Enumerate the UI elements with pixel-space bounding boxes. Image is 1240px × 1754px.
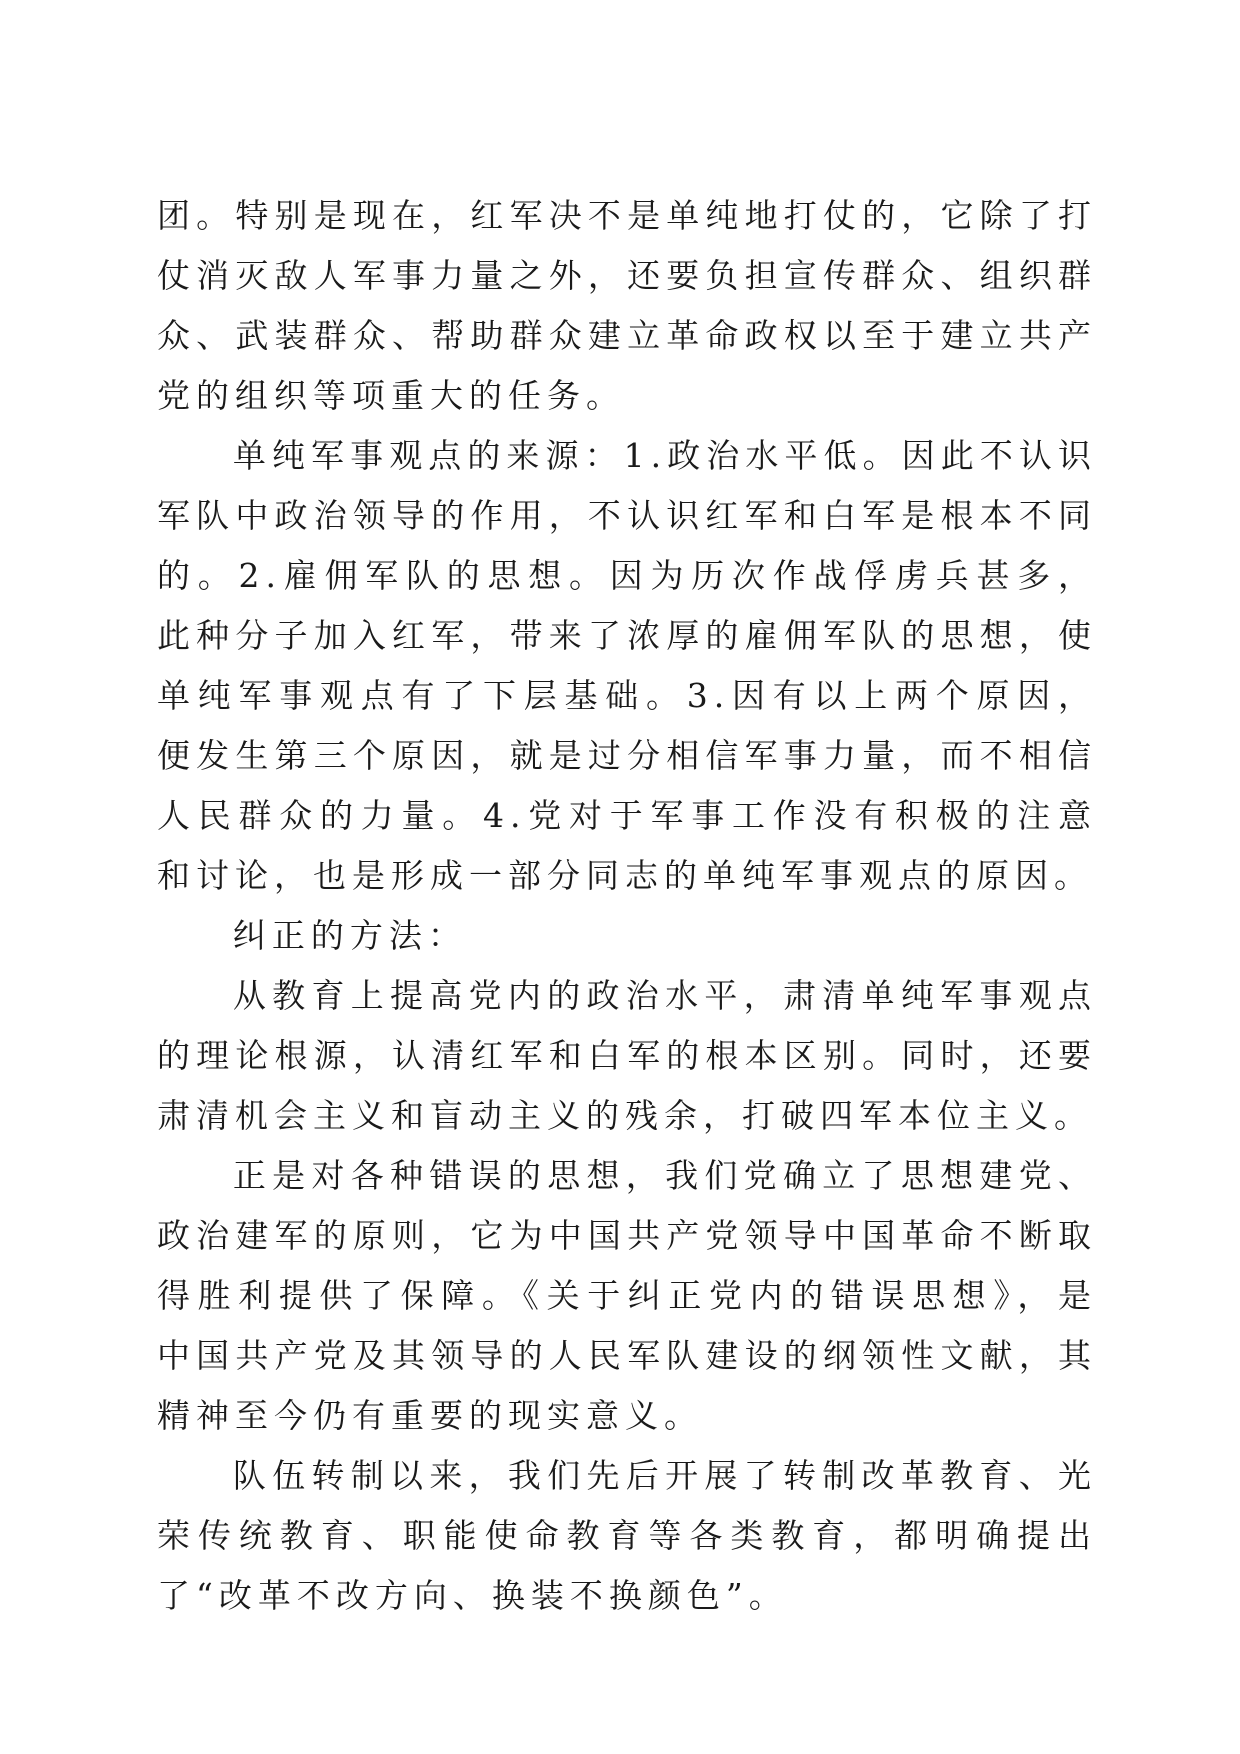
paragraph-sources: 单纯军事观点的来源：1.政治水平低。因此不认识军队中政治领导的作用，不认识红军和白军是根本不同的。2.雇佣军队的思想。因为历次作战俘虏兵甚多，此种分子加入红军，带来了浓厚的雇佣军队的思想，使单纯军事观点有了下层基础。3.因有以上两个原因，便发生第三个原因，就是过分相信军事力量，而不相信人民群众的力量。4.党对于军事工作没有积极的注意和讨论，也是形成一部分同志的单纯军事观点的原因。 (157, 436, 1097, 895)
paragraph-continuation: 团。特别是现在，红军决不是单纯地打仗的，它除了打仗消灭敌人军事力量之外，还要负担宣传群众、组织群众、武装群众、帮助群众建立革命政权以至于建立共产党的组织等项重大的任务。 (157, 196, 1097, 415)
paragraph-reform-education: 队伍转制以来，我们先后开展了转制改革教育、光荣传统教育、职能使命教育等各类教育，都明确提出了“改革不改方向、换装不换颜色”。 (157, 1456, 1097, 1615)
paragraph-correction-heading: 纠正的方法： (232, 916, 467, 955)
paragraph-correction-method: 从教育上提高党内的政治水平，肃清单纯军事观点的理论根源，认清红军和白军的根本区别。同时，还要肃清机会主义和盲动主义的残余，打破四军本位主义。 (157, 976, 1097, 1135)
document-body (157, 186, 1097, 1626)
paragraph-principle: 正是对各种错误的思想，我们党确立了思想建党、政治建军的原则，它为中国共产党领导中国革命不断取得胜利提供了保障。《关于纠正党内的错误思想》，是中国共产党及其领导的人民军队建设的纲领性文献，其精神至今仍有重要的现实意义。 (157, 1156, 1097, 1435)
